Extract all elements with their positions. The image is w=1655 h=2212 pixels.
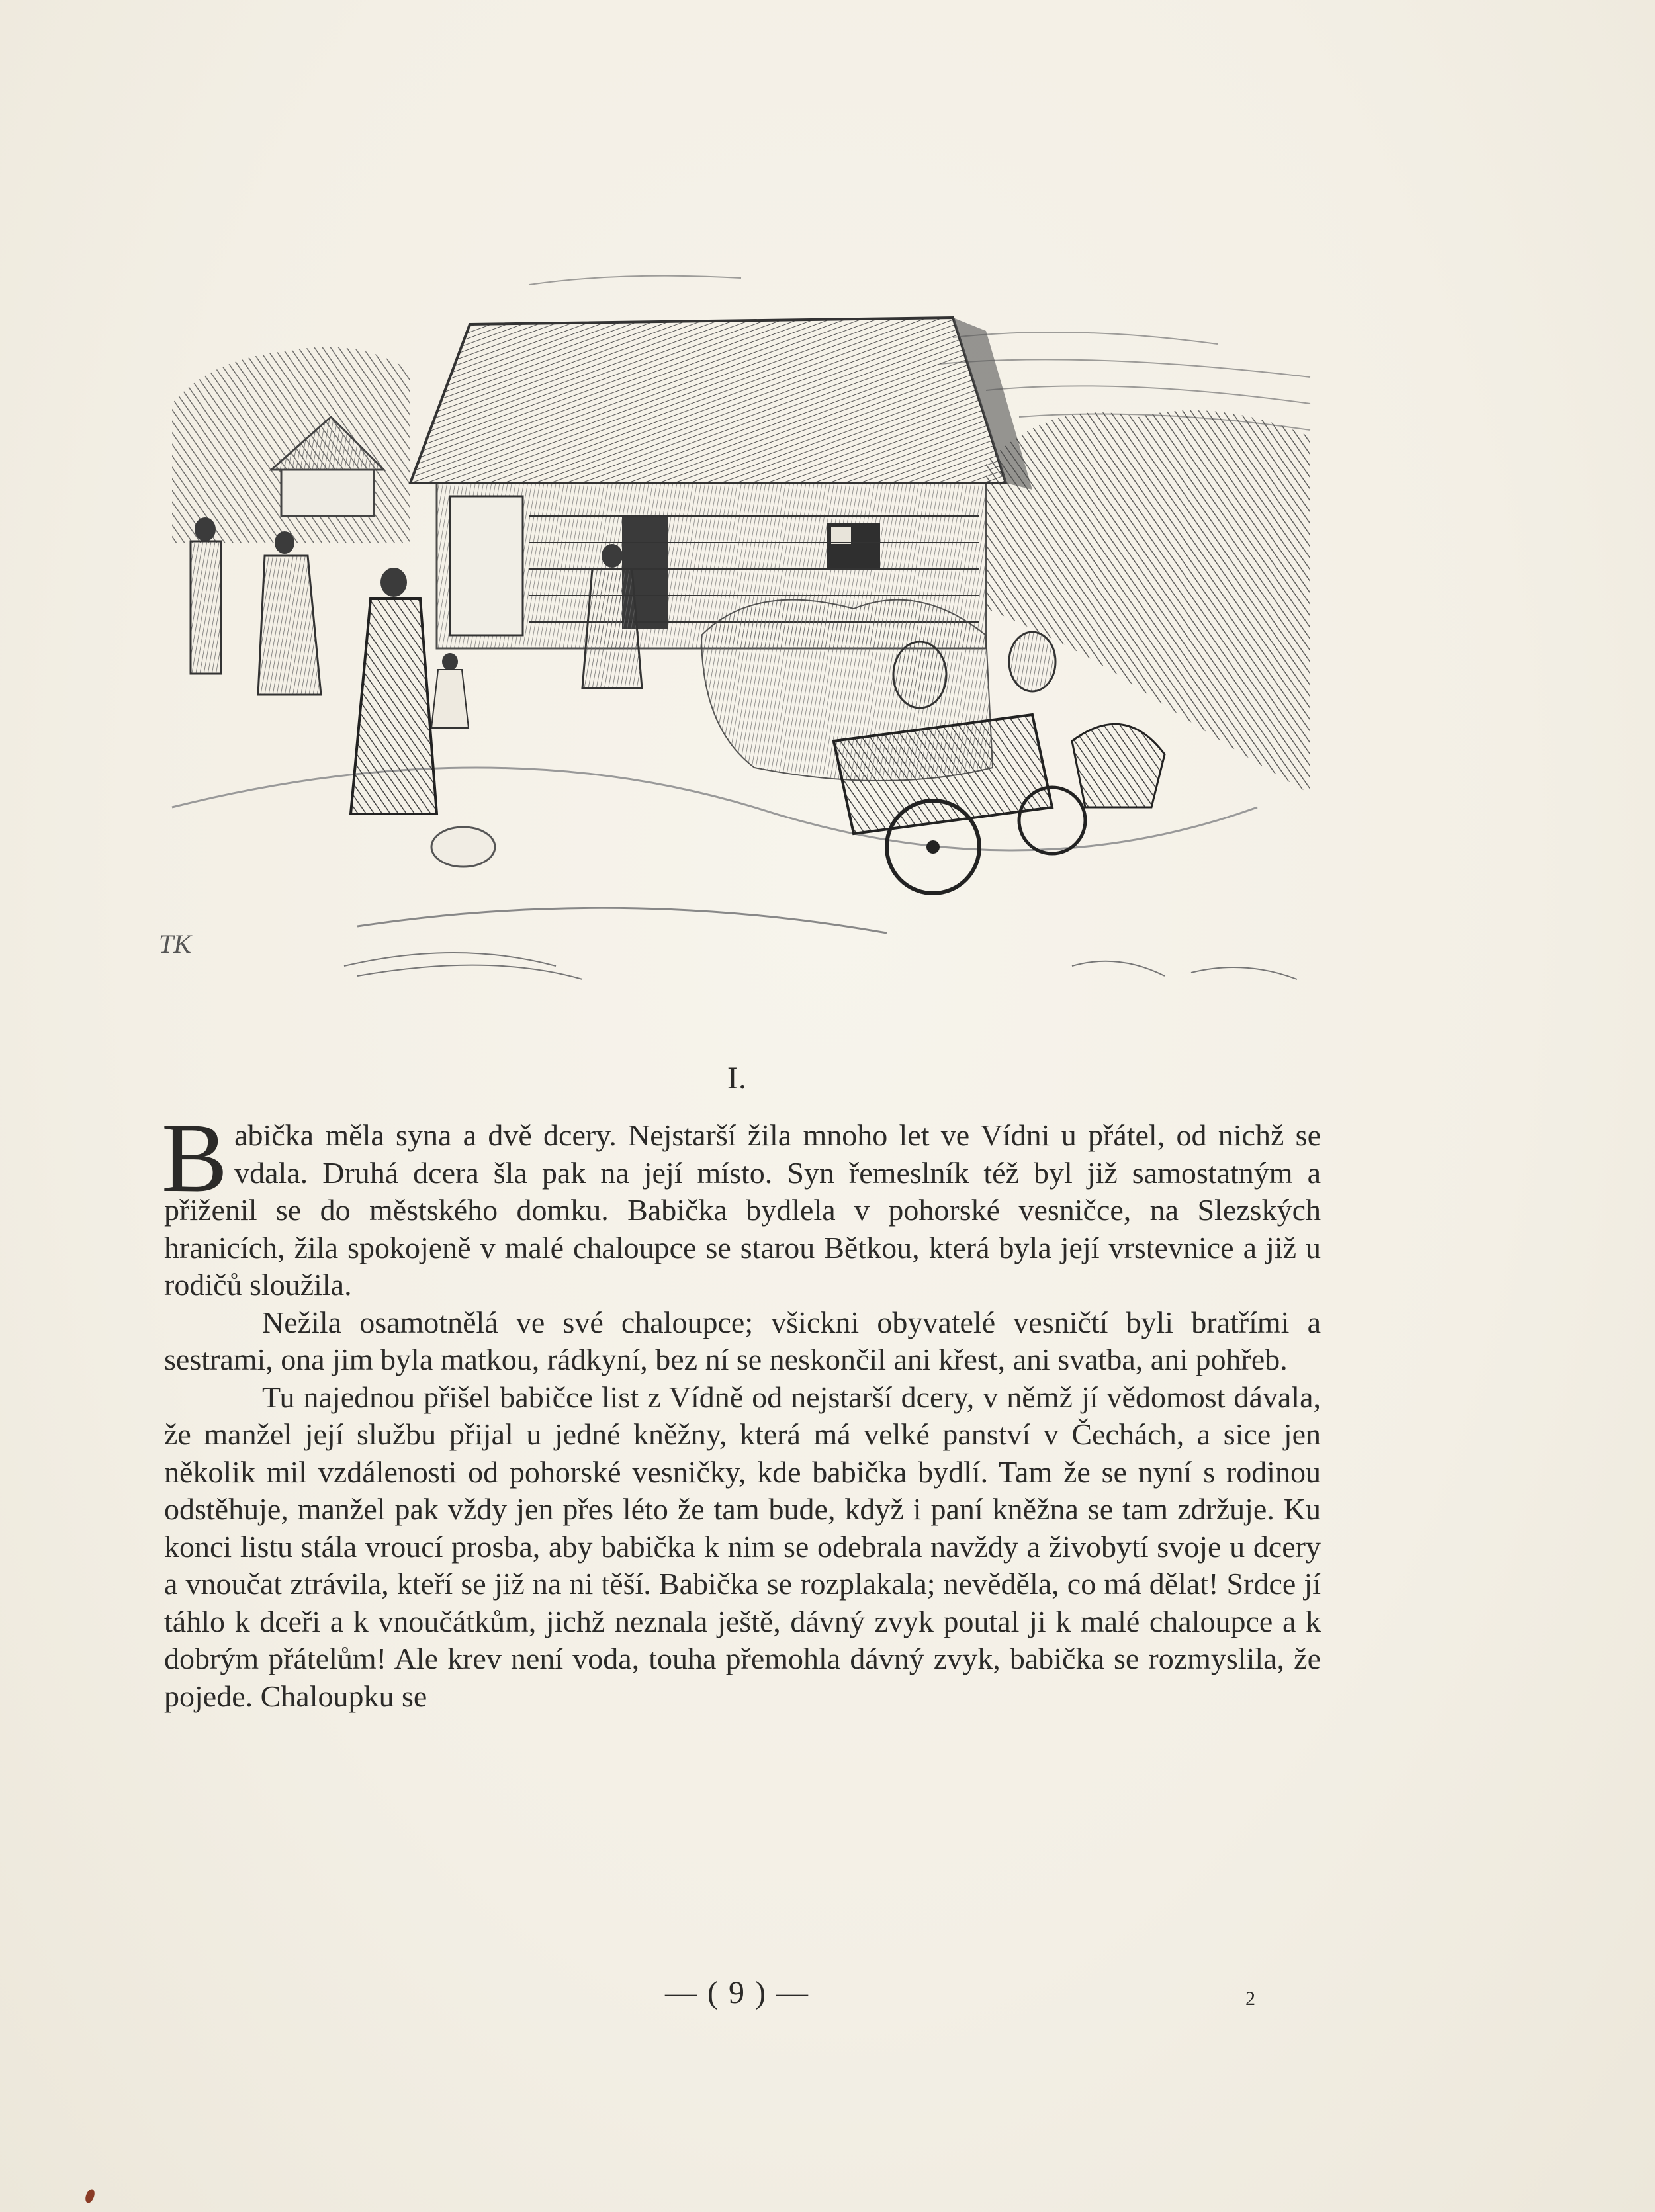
- artist-monogram: TK: [159, 929, 191, 959]
- cottage-illustration: [159, 265, 1330, 999]
- drop-cap: B: [161, 1103, 228, 1213]
- paragraph-3: Tu najednou přišel babičce list z Vídně od nejstarší dcery, v němž jí vědomost dávala, že manžel její službu přijal u jedné kněžny, která má velké panství v Čechách, a sice jen několik mil vzdálenosti od pohorské vesničky, kde babička bydlí. Tam že se nyní s rodinou odstěhuje, manžel pak vždy jen přes léto že tam bude, když i paní kněžna se tam zdržuje. Ku konci listu stála vroucí prosba, aby babička k nim se odebrala navždy a živobytí svoje u dcery a vnoučat ztrávila, kteří se již na ni těší. Babička se rozplakala; nevěděla, co má dělat! Srdce jí táhlo k dceři a k vnoučátkům, jichž neznala ještě, dávný zvyk poutal ji k malé chaloupce a k dobrým přátelům! Ale krev není voda, touha přemohla dávný zvyk, babička se rozmyslila, že pojede. Chaloupku se: [164, 1380, 1321, 1713]
- paragraph-1-text: abička měla syna a dvě dcery. Nejstarší žila mnoho let ve Vídni u přátel, od nichž se vdala. Druhá dcera šla pak na její místo. Syn řemeslník též byl již samostatným a přiženil se do městského domku. Babička bydlela v pohorské vesničce, na Slezských hranicích, žila spokojeně v malé chaloupce se starou Bětkou, která byla její vrstevnice a již u rodičů sloužila.: [164, 1118, 1321, 1302]
- paragraph-2: Nežila osamotnělá ve své chaloupce; všickni obyvatelé vesničtí byli bratřími a sestrami, ona jim byla matkou, rádkyní, bez ní se neskončil ani křest, ani svatba, ani pohřeb.: [164, 1305, 1321, 1376]
- chapter-text: [161, 1103, 1321, 1715]
- thatched-cottage: [410, 318, 1032, 648]
- foreground-grass: [344, 953, 1297, 979]
- village-scene-drawing: [159, 265, 1330, 999]
- paper-speck: [84, 2188, 97, 2205]
- page-number: — ( 9 ) —: [665, 1975, 809, 2010]
- signature-mark: 2: [1245, 1988, 1255, 2010]
- paragraph-1: [161, 1103, 1321, 1304]
- dog: [431, 827, 495, 867]
- chapter-number: I.: [727, 1061, 747, 1096]
